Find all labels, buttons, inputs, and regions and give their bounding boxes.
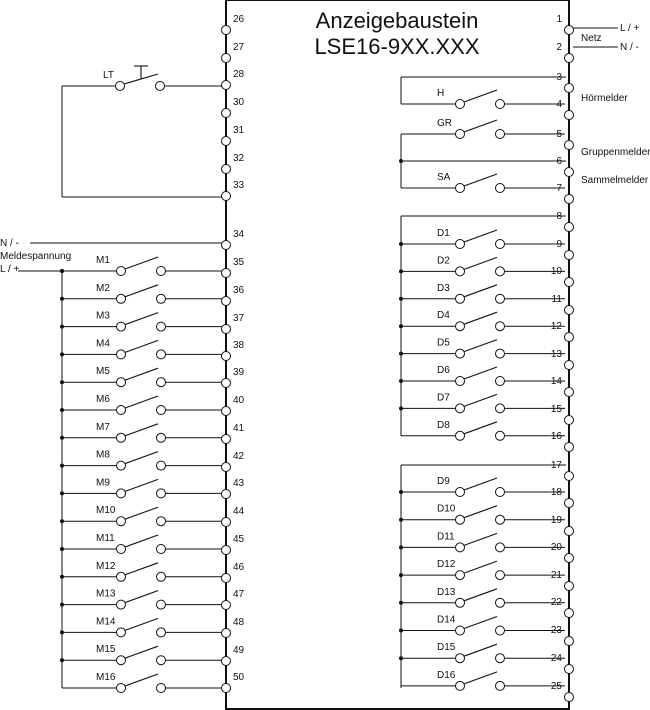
switch-m12 <box>60 561 222 582</box>
switch-contact <box>456 267 465 276</box>
switch-lever <box>125 618 158 630</box>
terminal-contact <box>565 195 574 204</box>
terminal-number: 50 <box>233 672 245 683</box>
switch-label: M9 <box>96 477 110 489</box>
terminal-number: 7 <box>556 183 562 194</box>
switch-m9 <box>60 477 222 498</box>
terminal-number: 1 <box>556 14 562 25</box>
switch-contact <box>496 240 505 249</box>
terminal-contact <box>222 269 231 278</box>
terminal-contact <box>222 379 231 388</box>
terminal-number: 16 <box>550 431 562 442</box>
junction-dot <box>60 603 64 607</box>
switch-contact <box>496 294 505 303</box>
switch-lever <box>125 591 158 603</box>
junction-dot <box>60 269 64 273</box>
switch-label: D15 <box>437 642 456 654</box>
switch-lever <box>125 479 158 491</box>
switch-contact <box>456 571 465 580</box>
switch-contact <box>456 184 465 193</box>
switch-contact <box>456 488 465 497</box>
switch-contact <box>156 82 165 91</box>
junction-dot <box>399 573 403 577</box>
terminal-number: 3 <box>556 72 562 83</box>
terminal-number: 49 <box>233 645 245 656</box>
switch-m13 <box>60 589 222 610</box>
switch-contact <box>116 82 125 91</box>
terminal-number: 44 <box>233 506 245 517</box>
switch-contact <box>496 571 505 580</box>
switch-label: LT <box>103 70 114 81</box>
switch-label: M4 <box>96 338 110 350</box>
switch-contact <box>157 294 166 303</box>
junction-dot <box>60 575 64 579</box>
switch-m14 <box>60 616 222 637</box>
module-title-line1: Anzeigebaustein <box>315 8 479 33</box>
switch-contact <box>117 545 126 554</box>
terminal-contact <box>565 499 574 508</box>
switch-label: D10 <box>437 503 456 515</box>
switch-contact <box>496 349 505 358</box>
terminal-number: 45 <box>233 534 245 545</box>
module-title-line2: LSE16-9XX.XXX <box>314 34 480 59</box>
switch-contact <box>117 433 126 442</box>
switch-label: M8 <box>96 449 110 461</box>
terminal-number: 14 <box>550 376 562 387</box>
terminal-number: 36 <box>233 285 245 296</box>
switch-lever <box>125 340 158 352</box>
junction-dot <box>60 630 64 634</box>
junction-dot <box>60 519 64 523</box>
switch-lever <box>125 396 158 408</box>
junction-dot <box>60 352 64 356</box>
terminal-number: 37 <box>233 313 245 324</box>
label-hoermelder: Hörmelder <box>581 93 628 104</box>
switch-contact <box>157 350 166 359</box>
terminal-number: 38 <box>233 340 245 351</box>
switch-contact <box>117 517 126 526</box>
label-n-minus-top: N / - <box>620 42 639 53</box>
terminal-number: 48 <box>233 617 245 628</box>
terminal-number: 34 <box>233 229 245 240</box>
switch-label: D6 <box>437 365 450 376</box>
switch-label: D12 <box>437 559 456 571</box>
switch-contact <box>496 681 505 690</box>
terminal-number: 26 <box>233 14 245 25</box>
switch-contact <box>117 656 126 665</box>
switch-lever <box>125 257 158 269</box>
switch-label: M13 <box>96 588 116 600</box>
junction-dot <box>60 491 64 495</box>
junction-dot <box>399 242 403 246</box>
switch-m2 <box>60 283 222 304</box>
switch-contact <box>157 628 166 637</box>
terminal-number: 19 <box>550 515 562 526</box>
terminal-contact <box>222 518 231 527</box>
switch-lever <box>125 285 158 297</box>
terminal-number: 25 <box>550 681 562 692</box>
terminal-contact <box>222 574 231 583</box>
switch-lever <box>125 507 158 519</box>
terminal-number: 20 <box>550 542 562 553</box>
junction-dot <box>60 325 64 329</box>
switch-label: D16 <box>437 669 456 681</box>
junction-dot <box>60 380 64 384</box>
switch-contact <box>496 488 505 497</box>
terminal-contact <box>565 26 574 35</box>
switch-lever <box>125 452 158 464</box>
junction-dot <box>399 269 403 273</box>
terminal-contact <box>222 192 231 201</box>
switch-contact <box>157 684 166 693</box>
terminal-number: 39 <box>233 367 245 378</box>
switch-contact <box>496 404 505 413</box>
switch-lever <box>125 674 158 686</box>
switch-contact <box>496 322 505 331</box>
switch-contact <box>117 294 126 303</box>
terminal-contact <box>565 527 574 536</box>
junction-dot <box>399 518 403 522</box>
switch-contact <box>157 572 166 581</box>
switch-label: M15 <box>96 644 116 656</box>
switch-m3 <box>60 311 222 332</box>
terminal-contact <box>565 54 574 63</box>
switch-label: D14 <box>437 614 456 626</box>
switch-contact <box>456 515 465 524</box>
terminal-number: 15 <box>550 404 562 415</box>
junction-dot <box>399 545 403 549</box>
switch-contact <box>157 489 166 498</box>
terminal-contact <box>565 416 574 425</box>
label-netz: Netz <box>581 33 602 44</box>
junction-dot <box>60 547 64 551</box>
terminal-contact <box>565 472 574 481</box>
terminal-contact <box>565 443 574 452</box>
terminal-number: 4 <box>556 99 562 110</box>
terminal-contact <box>565 637 574 646</box>
switch-label: M6 <box>96 394 110 405</box>
switch-contact <box>496 184 505 193</box>
switch-contact <box>157 517 166 526</box>
switch-m7 <box>60 422 222 443</box>
switch-contact <box>117 489 126 498</box>
switch-label: M1 <box>96 255 110 266</box>
junction-dot <box>399 159 403 163</box>
junction-dot <box>60 408 64 412</box>
switch-contact <box>157 378 166 387</box>
switch-label: SA <box>437 172 451 183</box>
terminal-contact <box>222 137 231 146</box>
terminal-number: 21 <box>550 570 562 581</box>
terminal-number: 11 <box>551 294 562 305</box>
switch-contact <box>117 572 126 581</box>
switch-label: M5 <box>96 366 110 378</box>
switch-label: D1 <box>437 228 450 239</box>
switch-label: D9 <box>437 476 450 487</box>
junction-dot <box>399 379 403 383</box>
switch-contact <box>456 626 465 635</box>
junction-dot <box>399 406 403 410</box>
terminal-number: 12 <box>550 321 562 332</box>
switch-lt <box>103 66 222 91</box>
switch-contact <box>456 377 465 386</box>
switch-label: D8 <box>437 419 450 431</box>
switch-contact <box>456 294 465 303</box>
switch-contact <box>496 598 505 607</box>
switch-contact <box>456 322 465 331</box>
junction-dot <box>399 324 403 328</box>
terminal-number: 32 <box>233 153 245 164</box>
terminal-number: 24 <box>550 653 562 664</box>
terminal-number: 22 <box>550 597 562 608</box>
switch-m4 <box>60 338 222 359</box>
switch-lever <box>125 535 158 547</box>
terminal-number: 35 <box>233 257 245 268</box>
switch-label: D2 <box>437 255 450 267</box>
terminal-number: 6 <box>556 156 562 167</box>
terminal-number: 47 <box>233 589 245 600</box>
switch-contact <box>496 377 505 386</box>
terminal-contact <box>565 665 574 674</box>
label-l-plus-left: L / + <box>0 264 20 275</box>
terminal-number: 23 <box>550 625 562 636</box>
switch-label: D3 <box>437 282 450 294</box>
switch-contact <box>456 349 465 358</box>
switch-label: GR <box>437 118 452 129</box>
switch-contact <box>117 461 126 470</box>
terminal-contact <box>565 554 574 563</box>
terminal-number: 5 <box>556 129 562 140</box>
switch-label: D5 <box>437 337 450 349</box>
switch-m1 <box>60 255 222 276</box>
terminal-number: 41 <box>233 423 245 434</box>
terminal-contact <box>565 388 574 397</box>
switch-contact <box>117 628 126 637</box>
terminal-number: 46 <box>233 562 245 573</box>
switch-m15 <box>60 644 222 665</box>
switch-m16 <box>62 672 222 693</box>
label-meldespannung: Meldespannung <box>0 251 72 262</box>
switch-contact <box>496 515 505 524</box>
switch-contact <box>117 267 126 276</box>
switch-contact <box>456 543 465 552</box>
terminal-contact <box>222 601 231 610</box>
terminal-contact <box>565 84 574 93</box>
switch-contact <box>496 130 505 139</box>
terminal-contact <box>565 693 574 702</box>
terminal-contact <box>222 352 231 361</box>
terminal-contact <box>222 109 231 118</box>
label-gruppenmelder: Gruppenmelder <box>581 147 650 158</box>
switch-m8 <box>60 450 222 471</box>
terminal-contact <box>222 657 231 666</box>
terminal-number: 30 <box>233 97 245 108</box>
terminal-contact <box>565 609 574 618</box>
terminal-contact <box>565 361 574 370</box>
terminal-contact <box>565 278 574 287</box>
switch-label: D7 <box>437 392 450 404</box>
switch-lever <box>125 368 158 380</box>
switch-label: M3 <box>96 310 110 322</box>
terminal-number: 43 <box>233 478 245 489</box>
switch-contact <box>157 461 166 470</box>
switch-contact <box>117 350 126 359</box>
junction-dot <box>60 464 64 468</box>
terminal-contact <box>222 54 231 63</box>
switch-label: M14 <box>96 616 116 628</box>
terminal-number: 17 <box>550 460 562 471</box>
junction-dot <box>399 629 403 633</box>
terminal-contact <box>222 407 231 416</box>
switch-m10 <box>60 505 222 526</box>
terminal-contact <box>565 223 574 232</box>
junction-dot <box>399 297 403 301</box>
terminal-contact <box>222 26 231 35</box>
junction-dot <box>60 297 64 301</box>
terminal-contact <box>222 325 231 334</box>
switch-label: M7 <box>96 421 110 433</box>
terminal-number: 31 <box>233 125 245 136</box>
switch-label: M11 <box>96 533 115 544</box>
terminal-contact <box>565 141 574 150</box>
terminal-number: 10 <box>550 266 562 277</box>
switch-contact <box>456 431 465 440</box>
terminal-contact <box>222 165 231 174</box>
switch-contact <box>456 404 465 413</box>
terminal-contact <box>565 251 574 260</box>
junction-dot <box>60 436 64 440</box>
switch-contact <box>456 654 465 663</box>
switch-contact <box>117 684 126 693</box>
terminal-number: 33 <box>233 180 245 191</box>
terminal-contact <box>222 435 231 444</box>
switch-label: M2 <box>96 282 110 294</box>
terminal-contact <box>565 306 574 315</box>
label-n-minus-left: N / - <box>0 238 19 249</box>
terminal-contact <box>222 629 231 638</box>
terminal-contact <box>222 297 231 306</box>
junction-dot <box>399 352 403 356</box>
switch-label: D13 <box>437 586 456 598</box>
switch-contact <box>117 378 126 387</box>
terminal-contact <box>565 333 574 342</box>
switch-contact <box>496 100 505 109</box>
label-l-plus-top: L / + <box>620 23 640 34</box>
terminal-contact <box>565 111 574 120</box>
switch-contact <box>157 545 166 554</box>
switch-label: D11 <box>437 531 455 543</box>
switch-lever <box>125 646 158 658</box>
switch-contact <box>496 654 505 663</box>
junction-dot <box>60 658 64 662</box>
terminal-contact <box>222 81 231 90</box>
terminal-number: 40 <box>233 395 245 406</box>
switch-m5 <box>60 366 222 387</box>
label-sammelmelder: Sammelmelder <box>581 175 649 186</box>
terminal-contact <box>222 490 231 499</box>
switch-m6 <box>60 394 222 415</box>
terminal-number: 2 <box>556 42 562 53</box>
switch-contact <box>157 600 166 609</box>
switch-label: H <box>437 88 445 99</box>
switch-label: M10 <box>96 505 116 517</box>
terminal-contact <box>565 168 574 177</box>
switch-contact <box>157 406 166 415</box>
terminal-contact <box>222 684 231 693</box>
switch-contact <box>117 322 126 331</box>
switch-contact <box>456 598 465 607</box>
switch-m11 <box>60 533 222 554</box>
switch-label: M12 <box>96 560 116 572</box>
junction-dot <box>399 656 403 660</box>
switch-contact <box>496 431 505 440</box>
switch-contact <box>496 543 505 552</box>
switch-lever <box>125 424 158 436</box>
terminal-contact <box>222 546 231 555</box>
switch-label: M16 <box>96 672 116 683</box>
switch-label: D4 <box>437 310 450 322</box>
switch-contact <box>496 626 505 635</box>
terminal-contact <box>565 582 574 591</box>
terminal-number: 42 <box>233 451 245 462</box>
switch-lever <box>125 313 158 325</box>
terminal-number: 8 <box>556 211 562 222</box>
terminal-number: 28 <box>233 69 245 80</box>
terminal-contact <box>222 241 231 250</box>
switch-contact <box>456 100 465 109</box>
switch-contact <box>117 600 126 609</box>
junction-dot <box>399 490 403 494</box>
terminal-number: 27 <box>233 42 245 53</box>
switch-contact <box>496 267 505 276</box>
switch-contact <box>456 130 465 139</box>
terminal-contact <box>222 463 231 472</box>
switch-contact <box>456 240 465 249</box>
terminal-number: 13 <box>550 349 562 360</box>
switch-contact <box>157 656 166 665</box>
switch-contact <box>117 406 126 415</box>
switch-contact <box>157 267 166 276</box>
terminal-number: 9 <box>556 239 562 250</box>
switch-contact <box>157 433 166 442</box>
switch-contact <box>456 681 465 690</box>
switch-lever <box>125 563 158 575</box>
terminal-number: 18 <box>550 487 562 498</box>
switch-contact <box>157 322 166 331</box>
junction-dot <box>399 601 403 605</box>
